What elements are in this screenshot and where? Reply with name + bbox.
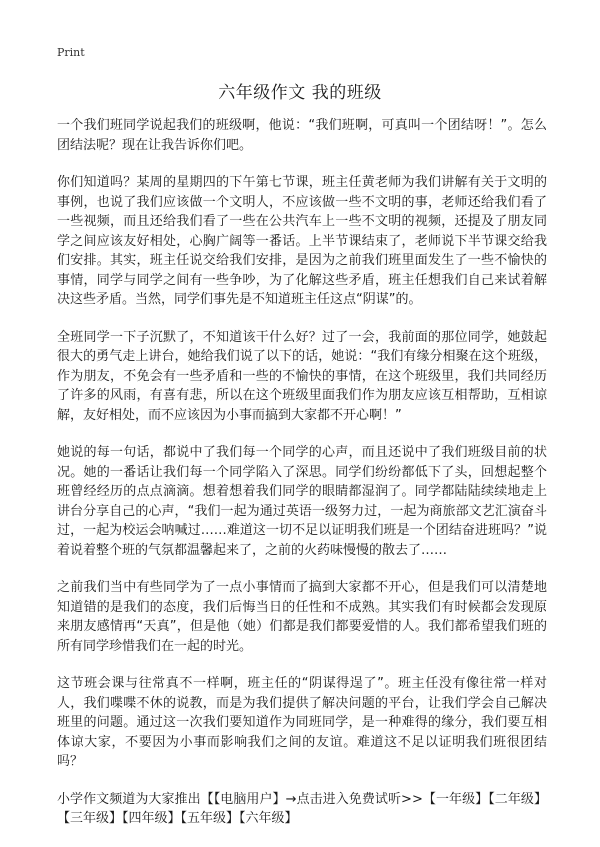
paragraph-3: 全班同学一下子沉默了，不知道该干什么好？过了一会，我前面的那位同学，她鼓起很大的勇气走上讲台，她给我们说了以下的话，她说：“我们有缘分相聚在这个班级，作为朋友，不免会有一些矛盾和一些的不愉快的事情，在这个班级里，我们共同经历了许多的风雨，有喜有悲，所以在这个班级里面我们作为朋友应该互相帮助，互相谅解，友好相处，而不应该因为小事而搞到大家都不开心啊！” — [57, 329, 547, 423]
page-title: 六年级作文 我的班级 — [218, 83, 382, 103]
grade-6-link[interactable]: 【六年级】 — [239, 811, 298, 826]
paragraph-6: 这节班会课与往常真不一样啊，班主任的“阴谋得逞了”。班主任没有像往常一样对人，我们喋喋不休的说教，而是为我们提供了解决问题的平台，让我们学会自己解决班里的问题。通过这一次我们要知道作为同班同学，是一种难得的缘分，我们要互相体谅大家，不要因为小事而影响我们之间的友谊。难道这不足以证明我们班很团结吗？ — [57, 676, 547, 769]
grade-2-link[interactable]: 【二年级】 — [488, 791, 547, 807]
footer-intro: 小学作文频道为大家推出【 — [57, 791, 214, 807]
free-trial-link[interactable]: →点击进入免费试听>> — [285, 791, 423, 807]
grade-3-link[interactable]: 【三年级】 — [57, 811, 123, 826]
paragraph-4: 她说的每一句话，都说中了我们每一个同学的心声，而且还说中了我们班级目前的状况。她的一番话让我们每一个同学陷入了深思。同学们纷纷都低下了头，回想起整个班曾经经历的点点滴滴。想着想着我们同学的眼睛都湿润了。同学都陆陆续续地走上讲台分享自己的心声，“我们一起为通过英语一级努力过，一起为商旅部文艺汇演奋斗过，一起为校运会呐喊过……难道这一切不足以证明我们班是一个团结奋进班吗？”说着说着整个班的气氛都温馨起来了，之前的火药味慢慢的散去了…… — [57, 445, 547, 558]
grade-1-link[interactable]: 【一年级】 — [422, 791, 489, 807]
print-link[interactable]: Print — [57, 46, 85, 59]
grade-5-link[interactable]: 【五年级】 — [180, 811, 240, 826]
paragraph-5: 之前我们当中有些同学为了一点小事情而了搞到大家都不开心，但是我们可以清楚地知道错的是我们的态度，我们后悔当日的任性和不成熟。其实我们有时候都会发现原来朋友感情再“天真”，但是他（她）们都是我们都要爱惜的人。我们都希望我们班的所有同学珍惜我们在一起的时光。 — [57, 580, 547, 654]
paragraph-1: 一个我们班同学说起我们的班级啊，他说：“我们班啊，可真叫一个团结呀！”。怎么团结法呢？现在让我告诉你们吧。 — [57, 118, 547, 153]
footer-links — [57, 790, 547, 829]
computer-user-link[interactable]: 【电脑用户】 — [213, 791, 286, 807]
article-body — [57, 116, 547, 847]
paragraph-2: 你们知道吗？某周的星期四的下午第七节课，班主任黄老师为我们讲解有关于文明的事例，也说了我们应该做一个文明人，不应该做一些不文明的事，老师还给我们看了一些视频，而且还给我们看了一些在公共汽车上一些不文明的视频，还提及了朋友同学之间应该友好相处，心胸广阔等一番话。上半节课结束了，老师说下半节课交给我们安排。其实，班主任说交给我们安排，是因为之前我们班里面发生了一些不愉快的事情，同学与同学之间有一些争吵，为了化解这些矛盾，班主任想我们自己来试着解决这些矛盾。当然，同学们事先是不知道班主任这点“阴谋”的。 — [57, 175, 547, 307]
grade-4-link[interactable]: 【四年级】 — [122, 811, 181, 826]
